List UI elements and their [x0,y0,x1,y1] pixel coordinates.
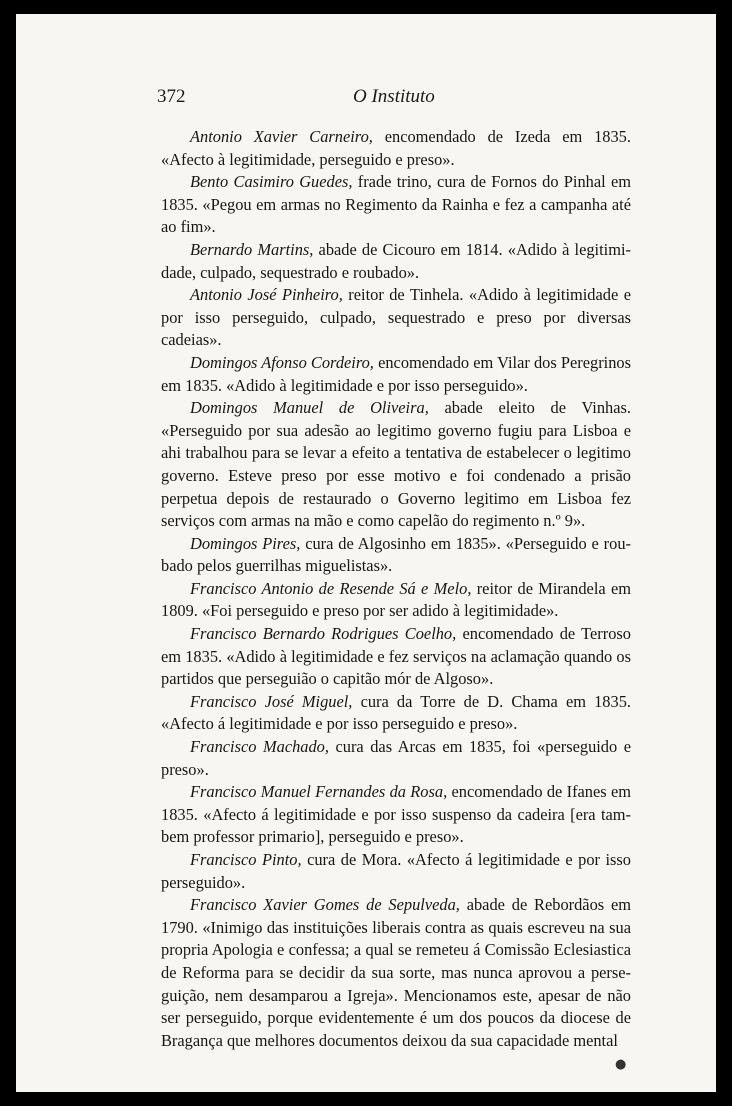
entry-name: Bernardo Martins, [190,239,314,259]
entry-name: Francisco Bernardo Rodrigues Coelho, [190,624,457,644]
entry-text: reitor de Tinhela. «Adido à legitimidade e por isso perseguido, culpado, sequestrado e preso por diversas cadeias». [161,285,631,350]
entry-name: Antonio Xavier Carneiro, [190,127,373,146]
entry-text: encomendado de Terroso em 1835. «Adido à legitimidade e fez serviços na aclamação quando os partidos que perseguião o capitão mór de Algoso». [161,624,631,689]
entry-text: encomendado de Izeda em 1835. «Afecto à legitimidade, perseguido e preso». [161,127,631,169]
entry-text: cura de Algosinho em 1835». «Perseguido e roubado pelos guerrilhas miguelistas». [161,533,632,576]
entry-paragraph [161,533,631,578]
entry-text: reitor de Mirandela em 1809. «Foi perseguido e preso por ser adido à legitimidade». [161,578,631,621]
entry-paragraph [161,397,631,533]
entry-name: Domingos Manuel de Oliveira, [190,398,429,418]
entry-paragraph [161,849,631,894]
entry-text: cura da Torre de D. Chama em 1835. «Afecto á legitimidade e por isso perseguido e preso». [161,691,631,734]
ink-mark-ornament: ● [615,1057,627,1072]
entry-text: encomendado de Ifanes em 1835. «Afecto á legitimidade e por isso suspenso da cadeira [era tambem professor primario], perseguido e preso». [161,782,631,847]
running-head [157,86,637,110]
entry-paragraph [161,171,631,239]
entry-paragraph [161,623,631,691]
entry-paragraph [161,352,631,397]
journal-title: O Instituto [353,86,435,107]
entry-paragraph [161,736,631,781]
entry-name: Francisco José Miguel, [190,691,353,711]
entry-name: Francisco Antonio de Resende Sá e Melo, [190,578,472,598]
entry-text: encomendado em Vilar dos Peregrinos em 1835. «Adido à legitimidade e por isso perseguido». [161,352,631,395]
entry-paragraph [161,578,631,623]
entry-text: cura das Arcas em 1835, foi «perseguido e preso». [161,737,631,779]
entry-text: abade eleito de Vinhas. «Perseguido por sua adesão ao legitimo governo fugiu para Lisboa e ahi trabalhou para se levar a efeito a tentativa de estabelecer o legitimo governo. Esteve preso por esse motivo e foi condenado a prisão perpetua depois de restaurado o Governo legitimo em Lisboa fez serviços com armas na mão e como capelão do regimento n.º 9». [161,398,631,531]
entry-paragraph [161,284,631,352]
entry-name: Francisco Manuel Fernandes da Rosa, [190,782,448,802]
entry-paragraph [161,691,631,736]
entry-name: Francisco Xavier Gomes de Sepulveda, [190,895,460,915]
entry-name: Domingos Pires, [190,533,301,553]
entry-text: cura de Mora. «Afecto á legitimidade e por isso perseguido». [161,850,631,892]
entry-paragraph [161,239,631,284]
entry-name: Antonio José Pinheiro, [190,285,343,305]
entry-name: Francisco Pinto, [190,850,302,869]
entry-name: Domingos Afonso Cordeiro, [190,352,374,372]
entry-name: Bento Casimiro Guedes, [190,172,353,192]
page-sheet [16,14,716,1092]
body-text [161,126,631,1052]
entry-text: frade trino, cura de Fornos do Pinhal em 1835. «Pegou em armas no Regimento da Rainha e fez a campanha até ao fim». [161,172,631,237]
entry-paragraph [161,894,631,1052]
page-number: 372 [157,86,186,107]
entry-text: abade de Rebordãos em 1790. «Inimigo das instituições liberais contra as quais escreveu na sua propria Apologia e confessa; a qual se remeteu á Comissão Eclesiastica de Reforma para se decidir da sua sorte, mas nunca aprovou a perseguição, nem desamparou a Igreja». Mencionamos este, apesar de não ser perseguido, porque evidentemente é um dos poucos da diocese de Bragança que melhores documentos deixou da sua capacidade mental [161,895,631,1050]
entry-name: Francisco Machado, [190,737,329,757]
entry-text: abade de Cicouro em 1814. «Adido à legitimidade, culpado, sequestrado e roubado». [161,239,631,282]
entry-paragraph [161,781,631,849]
entry-paragraph [161,126,631,171]
